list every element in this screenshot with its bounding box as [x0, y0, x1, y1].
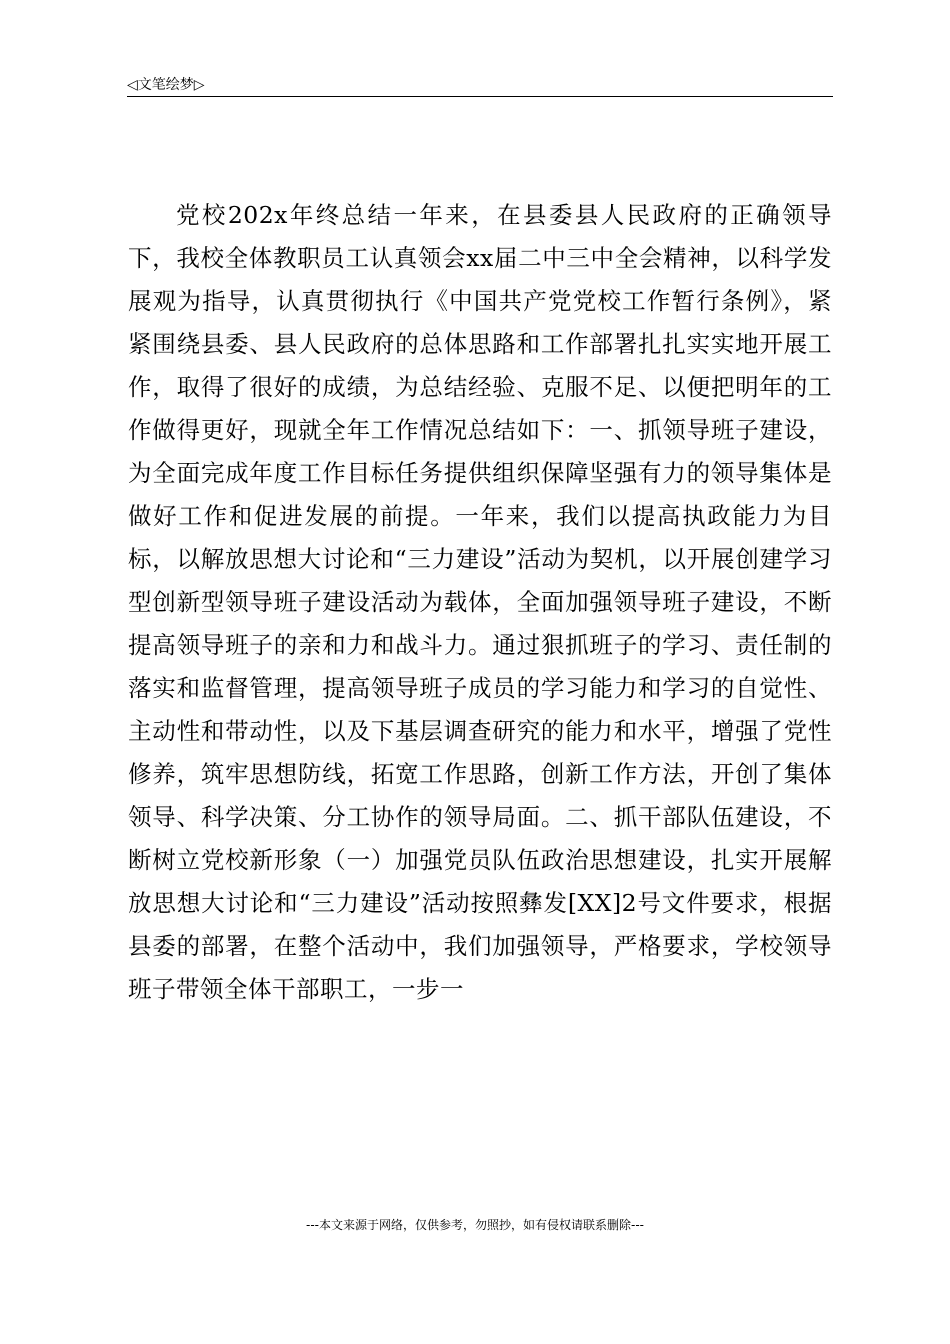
- header-title: ◁文笔绘梦▷: [127, 77, 205, 93]
- page-header: [127, 74, 833, 98]
- body-paragraph: 党校202x年终总结一年来，在县委县人民政府的正确领导下，我校全体教职员工认真领会xx届二中三中全会精神，以科学发展观为指导，认真贯彻执行《中国共产党党校工作暂行条例》，紧紧围绕县委、县人民政府的总体思路和工作部署扎扎实实地开展工作，取得了很好的成绩，为总结经验、克服不足、以便把明年的工作做得更好，现就全年工作情况总结如下：一、抓领导班子建设，为全面完成年度工作目标任务提供组织保障坚强有力的领导集体是做好工作和促进发展的前提。一年来，我们以提高执政能力为目标，以解放思想大讨论和“三力建设”活动为契机，以开展创建学习型创新型领导班子建设活动为载体，全面加强领导班子建设，不断提高领导班子的亲和力和战斗力。通过狠抓班子的学习、责任制的落实和监督管理，提高领导班子成员的学习能力和学习的自觉性、主动性和带动性，以及下基层调查研究的能力和水平，增强了党性修养，筑牢思想防线，拓宽工作思路，创新工作方法，开创了集体领导、科学决策、分工协作的领导局面。二、抓干部队伍建设，不断树立党校新形象（一）加强党员队伍政治思想建设，扎实开展解放思想大讨论和“三力建设”活动按照彝发[XX]2号文件要求，根据县委的部署，在整个活动中，我们加强领导，严格要求，学校领导班子带领全体干部职工，一步一: [128, 201, 832, 1003]
- header-divider: [127, 96, 833, 97]
- document-body: [128, 194, 832, 1011]
- page-footer: ---本文来源于网络，仅供参考，勿照抄，如有侵权请联系删除---: [306, 1218, 644, 1232]
